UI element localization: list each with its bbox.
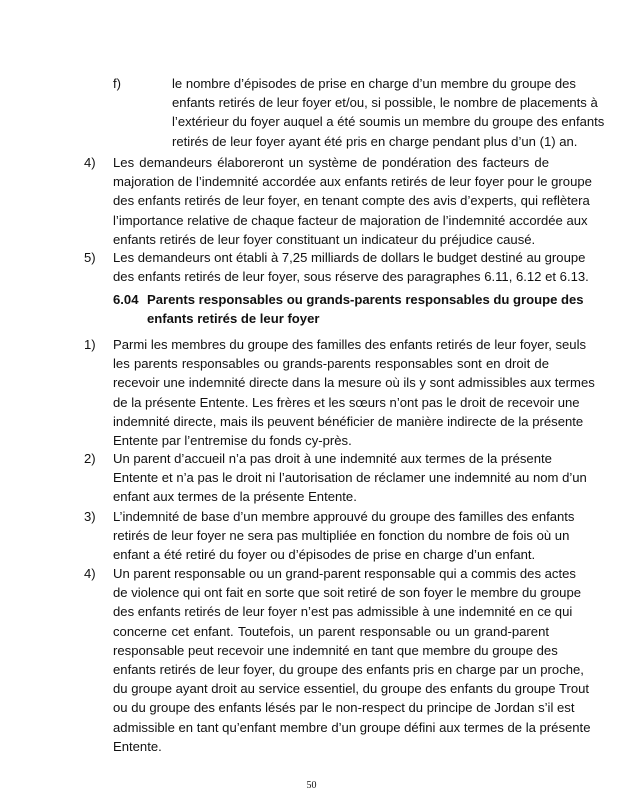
text-line: les parents responsables ou grands-parents responsables sont en droit de <box>113 356 549 372</box>
text-line: Les demandeurs élaboreront un système de pondération des facteurs de <box>113 155 549 170</box>
list-item-1-eligibility <box>113 335 595 450</box>
text-line: enfant aux termes de la présente Entente. <box>113 489 357 505</box>
section-title <box>147 291 584 328</box>
list-item-5-budget <box>113 248 589 286</box>
text-line: enfants retirés de leur foyer constituant un indicateur du préjudice causé. <box>113 231 536 247</box>
text-line: Un parent d’accueil n’a pas droit à une indemnité aux termes de la présente <box>113 451 552 466</box>
text-line: majoration de l’indemnité accordée aux enfants retirés de leur foyer pour le groupe <box>113 174 592 190</box>
text-line: Entente. <box>113 738 162 754</box>
list-marker: 4) <box>84 566 96 581</box>
text-line: enfants retirés de leur foyer, du groupe des enfants pris en charge par un proche, <box>113 662 584 678</box>
text-line: des enfants retirés de leur foyer, en tenant compte des avis d’experts, qui reflètera <box>113 193 590 209</box>
text-line: Les demandeurs ont établi à 7,25 milliards de dollars le budget destiné au groupe <box>113 250 586 265</box>
text-line: le nombre d’épisodes de prise en charge d’un membre du groupe des <box>172 76 576 91</box>
list-marker: 1) <box>84 337 96 352</box>
list-item-3-base-compensation <box>113 507 575 565</box>
text-line: du groupe ayant droit au service essentiel, du groupe des enfants du groupe Trout <box>113 681 590 697</box>
text-line: de la présente Entente. Les frères et les sœurs n’ont pas le droit de recevoir une <box>113 394 580 410</box>
text-line: concerne cet enfant. Toutefois, un parent responsable ou un grand-parent <box>113 623 549 639</box>
text-line: admissible en tant qu’enfant membre d’un groupe défini aux termes de la présente <box>113 719 591 735</box>
list-marker: 2) <box>84 451 96 466</box>
list-item-f <box>172 74 605 151</box>
text-line: enfant a été retiré du foyer ou d’épisodes de prise en charge d’un enfant. <box>113 547 536 563</box>
text-line: retirés de leur foyer ayant été pris en charge pendant plus d’un (1) an. <box>172 133 578 149</box>
text-line: L’indemnité de base d’un membre approuvé du groupe des familles des enfants <box>113 509 575 524</box>
list-marker: 5) <box>84 250 96 265</box>
list-item-4-abuse-exclusion <box>113 564 591 756</box>
text-line: l’importance relative de chaque facteur de majoration de l’indemnité accordée aux <box>113 212 588 228</box>
list-item-4-weighting <box>113 153 592 249</box>
text-line: Un parent responsable ou un grand-parent responsable qui a commis des actes <box>113 566 576 581</box>
page-number: 50 <box>306 780 317 791</box>
list-marker: f) <box>113 76 121 91</box>
text-line: ou du groupe des enfants lésés par le non-respect du principe de Jordan s’il est <box>113 700 575 716</box>
text-line: responsable peut recevoir une indemnité en tant que membre du groupe des <box>113 642 558 658</box>
text-line: Parmi les membres du groupe des familles des enfants retirés de leur foyer, seuls <box>113 337 587 352</box>
section-title-line: Parents responsables ou grands-parents responsables du groupe des <box>147 292 584 307</box>
text-line: des enfants retirés de leur foyer, sous réserve des paragraphes 6.11, 6.12 et 6.13. <box>113 269 589 285</box>
text-line: des enfants retirés de leur foyer n’est pas admissible à une indemnité en ce qui <box>113 604 573 620</box>
text-line: indemnité directe, mais ils peuvent bénéficier de manière indirecte de la présente <box>113 413 584 429</box>
list-marker: 4) <box>84 155 96 170</box>
text-line: de violence qui ont fait en sorte que soit retiré de son foyer le membre du groupe <box>113 585 582 601</box>
text-line: l’extérieur du foyer auquel a été soumis un membre du groupe des enfants <box>172 114 605 130</box>
text-line: retirés de leur foyer ne sera pas multipliée en fonction du nombre de fois où un <box>113 528 570 544</box>
text-line: Entente par l’entremise du fonds cy-près. <box>113 433 352 449</box>
section-title-line: enfants retirés de leur foyer <box>147 310 320 326</box>
text-line: Entente et n’a pas le droit ni l’autorisation de réclamer une indemnité au nom d’un <box>113 470 587 486</box>
text-line: enfants retirés de leur foyer et/ou, si possible, le nombre de placements à <box>172 95 598 111</box>
text-line: recevoir une indemnité directe dans la mesure où ils y sont admissibles aux termes <box>113 375 595 391</box>
section-number: 6.04 <box>113 292 139 307</box>
list-marker: 3) <box>84 509 96 524</box>
list-item-2-foster-parent <box>113 449 587 507</box>
